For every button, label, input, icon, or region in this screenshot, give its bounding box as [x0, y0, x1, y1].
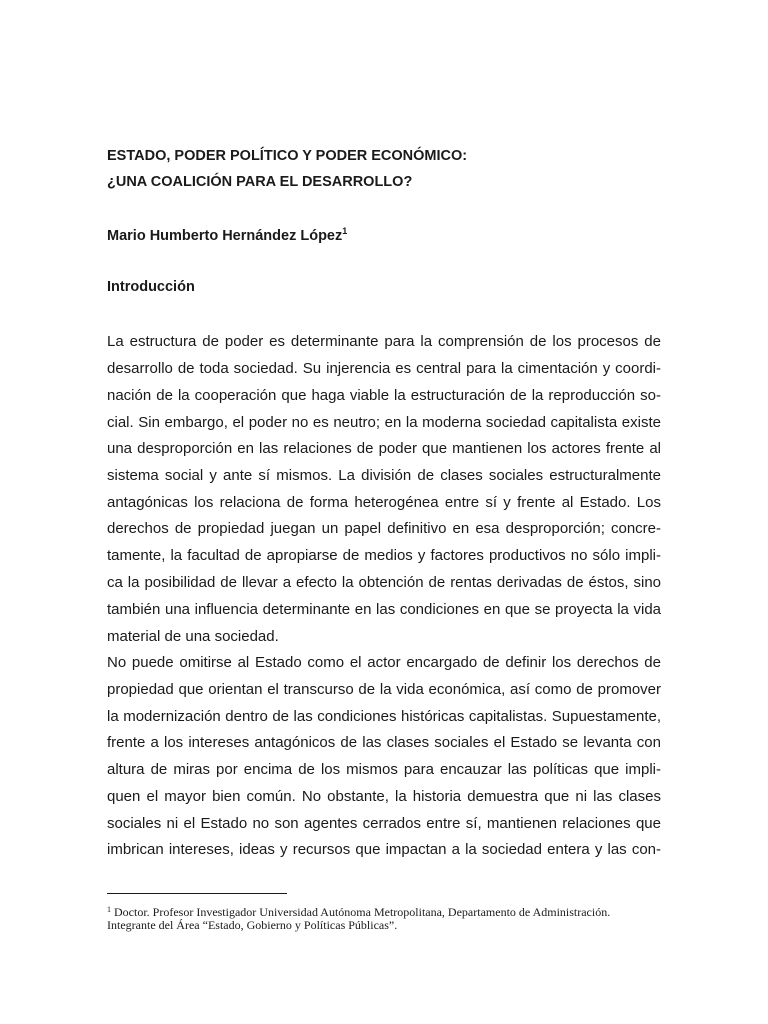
body-line: imbrican intereses, ideas y recursos que impactan a la sociedad entera y las con-: [107, 841, 661, 858]
document-title-line-1: ESTADO, PODER POLÍTICO Y PODER ECONÓMICO:: [107, 148, 468, 164]
body-line: sociales ni el Estado no son agentes cerrados entre sí, mantienen relaciones que: [107, 815, 661, 832]
body-line: cial. Sin embargo, el poder no es neutro; en la moderna sociedad capitalista existe: [107, 414, 661, 431]
body-line: quen el mayor bien común. No obstante, la historia demuestra que ni las clases: [107, 788, 661, 805]
section-heading: Introducción: [107, 279, 195, 295]
body-line: la modernización dentro de las condiciones históricas capitalistas. Supuestamente,: [107, 708, 661, 725]
footnote-marker: 1: [107, 905, 111, 914]
footnote-line-1: [107, 903, 610, 919]
author-footnote-marker: 1: [342, 226, 348, 236]
body-line: sistema social y ante sí mismos. La división de clases sociales estructuralmente: [107, 467, 661, 484]
body-line: altura de miras por encima de los mismos para encauzar las políticas que impli-: [107, 761, 661, 778]
body-line: propiedad que orientan el transcurso de la vida económica, así como de promover: [107, 681, 661, 698]
body-line: también una influencia determinante en las condiciones en que se proyecta la vida: [107, 601, 661, 618]
author-text: Mario Humberto Hernández López: [107, 228, 343, 244]
footnote-line-2: Integrante del Área “Estado, Gobierno y Políticas Públicas”.: [107, 918, 398, 932]
body-line: La estructura de poder es determinante para la comprensión de los procesos de: [107, 333, 661, 350]
body-line: nación de la cooperación que haga viable la estructuración de la reproducción so-: [107, 387, 661, 404]
body-line: material de una sociedad.: [107, 628, 279, 645]
body-line: frente a los intereses antagónicos de las clases sociales el Estado se levanta con: [107, 734, 661, 751]
body-line: derechos de propiedad juegan un papel definitivo en esa desproporción; concre-: [107, 520, 661, 537]
body-line: una desproporción en las relaciones de poder que mantienen los actores frente al: [107, 440, 661, 457]
footnote-separator: [107, 893, 287, 894]
body-line: No puede omitirse al Estado como el actor encargado de definir los derechos de: [107, 654, 661, 671]
body-line: antagónicas los relaciona de forma heterogénea entre sí y frente al Estado. Los: [107, 494, 661, 511]
body-line: desarrollo de toda sociedad. Su injerencia es central para la cimentación y coordi-: [107, 360, 661, 377]
footnote-text-1: Doctor. Profesor Investigador Universidad Autónoma Metropolitana, Departamento de Administración.: [111, 905, 611, 919]
document-title-line-2: ¿UNA COALICIÓN PARA EL DESARROLLO?: [107, 174, 413, 190]
body-line: tamente, la facultad de apropiarse de medios y factores productivos no sólo impli-: [107, 547, 661, 564]
author-name: [107, 226, 347, 244]
body-line: ca la posibilidad de llevar a efecto la obtención de rentas derivadas de éstos, sino: [107, 574, 661, 591]
